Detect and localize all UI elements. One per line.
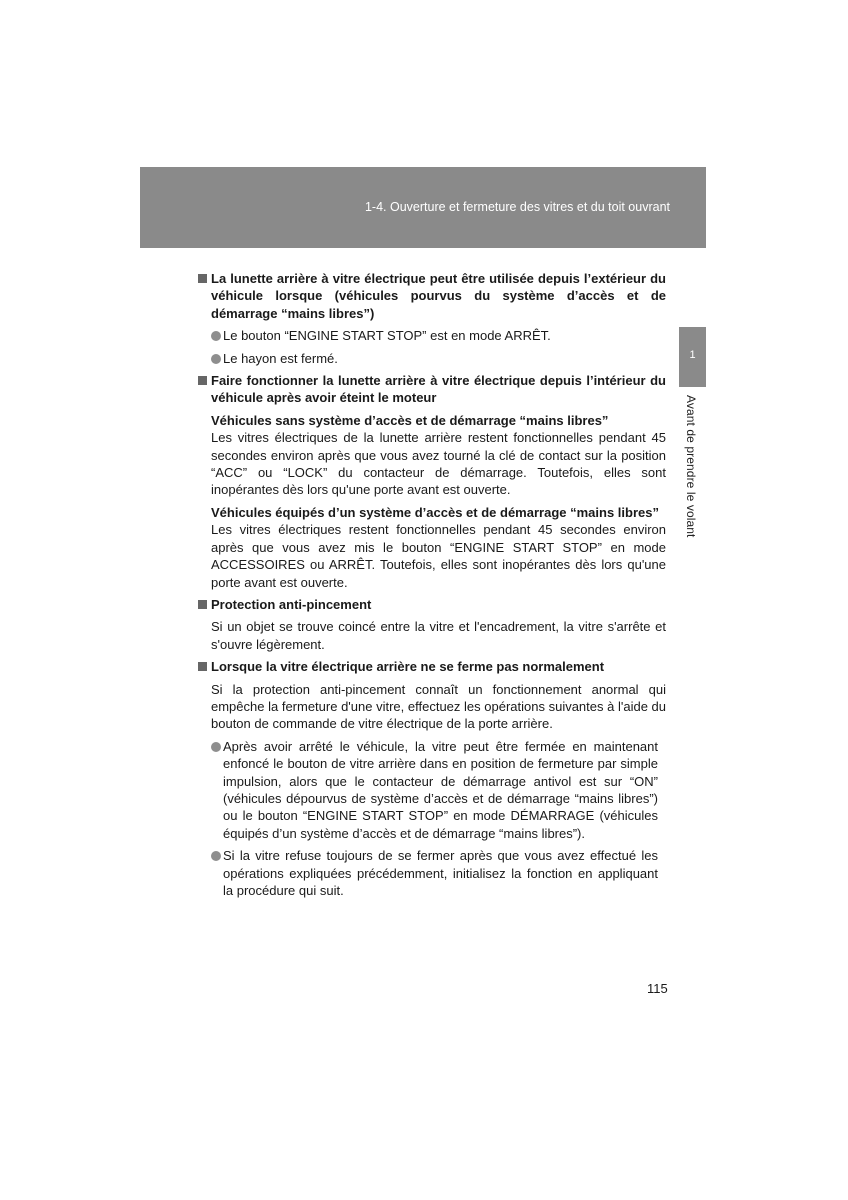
chapter-title: 1-4. Ouverture et fermeture des vitres et du toit ouvrant xyxy=(364,200,670,214)
list-item xyxy=(197,738,658,842)
square-bullet-icon xyxy=(198,274,207,283)
list-item xyxy=(197,847,658,899)
chapter-tab-label: Avant de prendre le volant xyxy=(684,395,698,538)
paragraph: Les vitres électriques restent fonctionnelles pendant 45 secondes environ après que vous avez mis le bouton “ENGINE START STOP” en mode ACCESSOIRES ou ARRÊT. Toutefois, elles sont inopérantes dès lors qu'une porte avant est ouverte. xyxy=(211,522,666,590)
round-bullet-icon xyxy=(211,851,221,861)
section-heading-text: Protection anti-pincement xyxy=(211,596,372,612)
paragraph: Les vitres électriques de la lunette arrière restent fonctionnelles pendant 45 secondes environ après que vous avez tourné la clé de contact sur la position “ACC” ou “LOCK” du contacteur de démarrage. Toutefois, elles sont inopérantes dès lors qu'une porte avant est ouverte. xyxy=(211,430,666,498)
square-bullet-icon xyxy=(198,376,207,385)
list-item-text: Le hayon est fermé. xyxy=(223,350,338,366)
section-heading xyxy=(197,270,666,322)
square-bullet-icon xyxy=(198,600,207,609)
square-bullet-icon xyxy=(198,662,207,671)
list-item xyxy=(197,327,666,344)
section-heading xyxy=(197,658,666,675)
section-heading-text: La lunette arrière à vitre électrique peut être utilisée depuis l’extérieur du véhicule lorsque (véhicules pourvus du système d’accès et de démarrage “mains libres”) xyxy=(211,271,666,321)
page-number: 115 xyxy=(647,981,668,996)
section-heading xyxy=(197,596,666,613)
round-bullet-icon xyxy=(211,742,221,752)
paragraph: Si un objet se trouve coincé entre la vitre et l'encadrement, la vitre s'arrête et s'ouvre légèrement. xyxy=(211,619,666,652)
list-item-text: Si la vitre refuse toujours de se fermer après que vous avez effectué les opérations expliquées précédemment, initialisez la fonction en appliquant la procédure qui suit. xyxy=(223,848,658,898)
chapter-header xyxy=(140,167,706,248)
paragraph: Si la protection anti-pincement connaît un fonctionnement anormal qui empêche la fermeture d'une vitre, effectuez les opérations suivantes à l'aide du bouton de commande de vitre électrique de la porte arrière. xyxy=(211,681,666,732)
chapter-tab-number: 1 xyxy=(689,349,696,361)
subsection-title: Véhicules équipés d’un système d’accès et de démarrage “mains libres” xyxy=(211,504,659,520)
bullet-list xyxy=(197,738,666,900)
page-content xyxy=(197,270,666,904)
list-item-text: Après avoir arrêté le véhicule, la vitre peut être fermée en maintenant enfoncé le bouton de vitre arrière dans en position de fermeture par simple impulsion, alors que le contacteur de démarrage antivol est sur “ON” (véhicules dépourvus de système d’accès et de démarrage “mains libres”) ou le bouton “ENGINE START STOP” en mode DÉMARRAGE (véhicules équipés d’un système d’accès et de démarrage “mains libres”). xyxy=(223,738,658,841)
chapter-tab xyxy=(679,327,706,387)
list-item-text: Le bouton “ENGINE START STOP” est en mode ARRÊT. xyxy=(223,328,551,344)
section-heading-text: Faire fonctionner la lunette arrière à vitre électrique depuis l’intérieur du véhicule après avoir éteint le moteur xyxy=(211,373,666,406)
section-heading-text: Lorsque la vitre électrique arrière ne se ferme pas normalement xyxy=(211,659,605,675)
round-bullet-icon xyxy=(211,354,221,364)
list-item xyxy=(197,350,666,367)
section-heading xyxy=(197,372,666,407)
round-bullet-icon xyxy=(211,331,221,341)
subsection-title: Véhicules sans système d’accès et de démarrage “mains libres” xyxy=(211,412,609,428)
